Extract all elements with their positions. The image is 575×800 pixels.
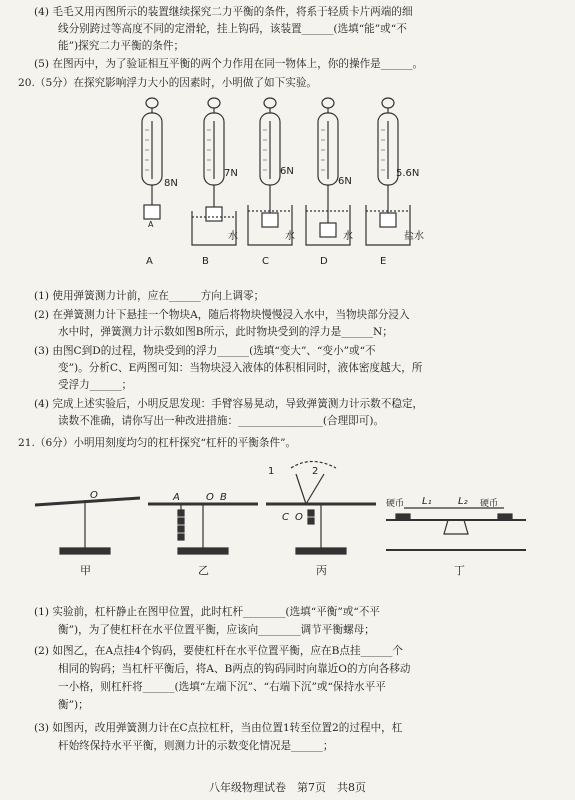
coin-left: 硬币	[386, 499, 405, 509]
liquid-label-c: 水	[285, 231, 295, 242]
lever-jia	[35, 498, 140, 554]
q19-item5: (5) 在图丙中，为了验证相互平衡的两个力作用在同一物体上，你的操作是______。	[34, 58, 424, 70]
q21-item1-line1: (1) 实验前，杠杆静止在图甲位置，此时杠杆________(选填“平衡”或“不平	[34, 606, 380, 618]
arm-l1: L₁	[422, 496, 432, 507]
pivot-o-jia: O	[90, 490, 98, 501]
caption-jia: 甲	[80, 564, 91, 577]
q21-header: 21.（6分）小明用刻度均匀的杠杆探究“杠杆的平衡条件”。	[18, 437, 297, 449]
liquid-label-e: 盐水	[404, 231, 424, 242]
spring-scale-d	[306, 98, 350, 245]
fig-letter-a: A	[146, 256, 153, 267]
arm-l2: L₂	[458, 496, 468, 507]
liquid-label-d: 水	[343, 231, 353, 242]
q21-item3-line2: 杆始终保持水平平衡，则测力计的示数变化情况是______；	[58, 740, 334, 752]
q20-item2-line1: (2) 在弹簧测力计下悬挂一个物块A，随后将物块慢慢浸入水中，当物块部分浸入	[34, 309, 410, 321]
point-a-yi: A	[173, 492, 180, 503]
lever-yi	[148, 504, 258, 554]
q19-item4-line1: (4) 毛毛又用丙图所示的装置继续探究二力平衡的条件，将系于轻质卡片两端的细	[34, 6, 413, 18]
lever-bing	[266, 462, 376, 555]
q20-item2-line2: 水中时，弹簧测力计示数如图B所示，此时物块受到的浮力是______N；	[58, 326, 393, 338]
q21-item2-line1: (2) 如图乙，在A点挂4个钩码，要使杠杆在水平位置平衡，应在B点挂______个	[34, 645, 403, 657]
reading-a: 8N	[164, 178, 178, 189]
q20-item3-line3: 受浮力______；	[58, 379, 133, 391]
page-footer: 八年级物理试卷 第7页 共8页	[209, 781, 366, 794]
caption-ding: 丁	[454, 564, 465, 577]
reading-d: 6N	[338, 176, 352, 187]
lever-figure	[30, 460, 550, 575]
fig-letter-c: C	[262, 256, 269, 267]
caption-yi: 乙	[198, 564, 209, 577]
fig-letter-e: E	[380, 256, 387, 267]
point-c-bing: C	[282, 512, 289, 523]
position-2: 2	[312, 466, 319, 477]
position-1: 1	[268, 466, 275, 477]
q20-item3-line1: (3) 由图C到D的过程，物块受到的浮力______(选填“变大”、“变小”或“不	[34, 345, 376, 357]
coin-right: 硬币	[480, 499, 499, 509]
q20-item4-line1: (4) 完成上述实验后，小明反思发现：手臂容易晃动，导致弹簧测力计示数不稳定，	[34, 398, 424, 410]
reading-c: 6N	[280, 166, 294, 177]
pivot-o-yi: O	[206, 492, 214, 503]
q21-item3-line1: (3) 如图丙，改用弹簧测力计在C点拉杠杆，当由位置1转至位置2的过程中，杠	[34, 722, 403, 734]
block-label: A	[148, 220, 154, 229]
q21-item2-line2: 相同的钩码；当杠杆平衡后，将A、B两点的钩码同时向靠近O的方向各移动	[58, 663, 411, 675]
spring-scale-a	[142, 98, 162, 219]
fig-letter-b: B	[202, 256, 209, 267]
pivot-o-bing: O	[295, 512, 303, 523]
liquid-label-b: 水	[228, 231, 238, 242]
point-b-yi: B	[220, 492, 227, 503]
fig-letter-d: D	[320, 256, 328, 267]
q21-item1-line2: 衡”)，为了使杠杆在水平位置平衡，应该向________调节平衡螺母；	[58, 624, 375, 636]
q20-item4-line2: 读数不准确，请你写出一种改进措施：________________(合理即可)。	[58, 415, 385, 427]
reading-e: 5.6N	[396, 168, 420, 179]
reading-b: 7N	[224, 168, 238, 179]
q21-item2-line4: 衡”)；	[58, 699, 89, 711]
q21-item2-line3: 一小格，则杠杆将______(选填“左端下沉”、“右端下沉”或“保持水平平	[58, 681, 386, 693]
lever-ding	[386, 508, 526, 550]
caption-bing: 丙	[316, 564, 327, 577]
q20-item1: (1) 使用弹簧测力计前，应在______方向上调零；	[34, 290, 265, 302]
q19-item4-line3: 能”)探究二力平衡的条件；	[58, 40, 185, 52]
q20-header: 20.（5分）在探究影响浮力大小的因素时，小明做了如下实验。	[18, 77, 318, 89]
q19-item4-line2: 线分别跨过等高度不同的定滑轮，挂上钩码，该装置______(选填“能”或“不	[58, 23, 407, 35]
q20-item3-line2: 变”)。分析C、E两图可知：当物块浸入液体的体积相同时，液体密度越大，所	[58, 362, 423, 374]
